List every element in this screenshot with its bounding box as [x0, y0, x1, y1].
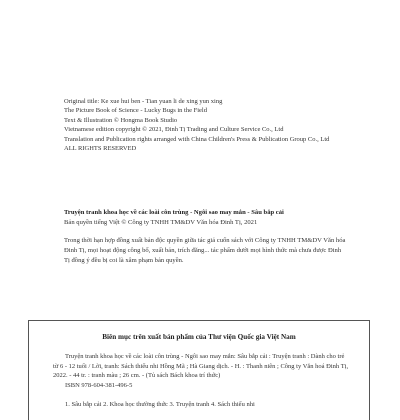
- catalog-heading: Biên mục trên xuất bản phẩm của Thư viện Quốc gia Việt Nam: [102, 333, 296, 341]
- cip-catalog-box: [28, 320, 370, 420]
- catalog-entry: Truyện tranh khoa học về các loài côn trùng - Ngôi sao may mắn: Sâu bắp cải : Truyện tranh : Dành cho trẻ từ 6 - 12 tuổi / Lời, tranh: Sách thiếu nhi Hồng Mã ; Hà Giang dịch. - H. : Thanh niên ; Công ty Văn hoá Đinh Tị, 2022. - 44 tr. : tranh màu ; 26 cm. - (Tủ sách Bách khoa trí thức): [53, 353, 349, 380]
- catalog-body: [53, 352, 349, 410]
- rights-notice: Trong thời hạn hợp đồng xuất bản độc quyền giữa tác giả cuốn sách với Công ty TNHH TM&DV Văn hóa Đinh Tị, mọi hoạt động công bố, xuất bản, trích đăng... tác phẩm dưới mọi hình thức mà chưa được Đinh Tị đồng ý đều bị coi là xâm phạm bản quyền.: [64, 237, 346, 264]
- catalog-subjects: 1. Sâu bắp cải 2. Khoa học thường thức 3. Truyện tranh 4. Sách thiếu nhi: [65, 400, 255, 408]
- isbn: ISBN 978-604-381-496-5: [65, 382, 133, 390]
- copyright-block: [64, 97, 364, 153]
- vietnamese-rights: Bản quyền tiếng Việt © Công ty TNHH TM&DV Văn hóa Đinh Tị, 2021: [64, 218, 258, 226]
- book-title: Truyện tranh khoa học về các loài côn trùng - Ngôi sao may mắn - Sâu bắp cải: [64, 209, 284, 216]
- original-title: Original title: Ke xue hui ben - Tian yuan li de xing yun xing: [64, 98, 223, 105]
- english-title: The Picture Book of Science - Lucky Bugs in the Field: [64, 107, 207, 115]
- publisher-block: [64, 208, 364, 227]
- vietnamese-edition-copyright: Vietnamese edition copyright © 2021, Đinh Tị Trading and Culture Service Co., Ltd: [64, 126, 284, 134]
- translation-rights: Translation and Publication rights arranged with China Children's Press & Publication Group Co., Ltd: [64, 135, 330, 143]
- text-illustration-credit: Text & Illustration © Hongma Book Studio: [64, 116, 178, 124]
- all-rights-reserved: ALL RIGHTS RESERVED: [64, 145, 137, 153]
